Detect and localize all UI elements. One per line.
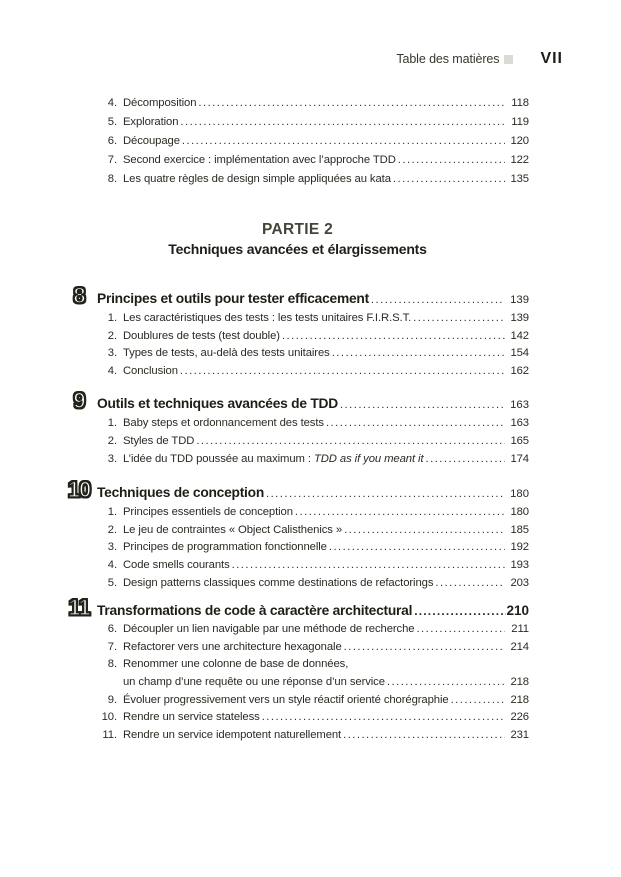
chapter-heading bbox=[66, 477, 529, 504]
entry-label-regular: L’idée du TDD poussée au maximum : bbox=[123, 452, 314, 465]
leader-dots bbox=[266, 483, 505, 504]
entry-page: 135 bbox=[510, 173, 529, 185]
entry-number: 5. bbox=[107, 576, 117, 589]
toc-entry bbox=[66, 539, 529, 557]
entry-number: 2. bbox=[107, 523, 117, 536]
toc-entry bbox=[66, 504, 529, 522]
leader-dots bbox=[426, 451, 505, 469]
leader-dots bbox=[282, 328, 505, 346]
chapter-heading bbox=[66, 595, 529, 621]
entry-label: Découpler un lien navigable par une méthode de recherche bbox=[123, 623, 415, 636]
entry-number: 9. bbox=[107, 693, 117, 706]
part-title: Techniques avancées et élargissements bbox=[168, 241, 427, 257]
leader-dots bbox=[332, 345, 505, 363]
entry-label-line1: Renommer une colonne de base de données, bbox=[123, 658, 349, 671]
entry-label: Second exercice : implémentation avec l’approche TDD bbox=[123, 154, 396, 166]
leader-dots bbox=[398, 151, 505, 170]
leader-dots bbox=[180, 113, 505, 132]
entry-label: Principes de programmation fonctionnelle bbox=[123, 541, 327, 554]
chapter-section-10 bbox=[66, 477, 529, 592]
entry-page: 162 bbox=[510, 364, 529, 377]
toc-entry bbox=[66, 709, 529, 727]
entry-number: 1. bbox=[107, 312, 117, 324]
leader-dots bbox=[344, 522, 505, 540]
chapter-section-8 bbox=[66, 283, 529, 380]
chapter-page: 163 bbox=[510, 399, 529, 412]
entry-label: Rendre un service stateless bbox=[123, 711, 260, 724]
leader-dots bbox=[344, 639, 505, 657]
entry-label: Le jeu de contraintes « Object Calisthenics » bbox=[123, 523, 343, 536]
leader-dots bbox=[198, 94, 505, 113]
leader-dots bbox=[329, 539, 505, 557]
leader-dots bbox=[416, 621, 505, 639]
toc-entry bbox=[66, 310, 529, 328]
toc-entry bbox=[66, 415, 529, 433]
entry-number: 7. bbox=[107, 640, 117, 653]
toc-entry bbox=[66, 692, 529, 710]
entry-label: Principes essentiels de conception bbox=[123, 506, 293, 519]
toc-entry bbox=[66, 113, 529, 132]
entry-number: 6. bbox=[107, 623, 117, 636]
leader-dots bbox=[196, 433, 505, 451]
chapter-page: 139 bbox=[510, 294, 529, 306]
leader-dots bbox=[182, 132, 505, 151]
entry-number: 3. bbox=[107, 452, 117, 465]
leader-dots bbox=[340, 394, 505, 415]
folio-page-number: VII bbox=[540, 50, 563, 67]
toc-entry bbox=[66, 328, 529, 346]
entry-label: Code smells courants bbox=[123, 558, 230, 571]
entry-page: 226 bbox=[510, 711, 529, 724]
entry-label: Refactorer vers une architecture hexagonale bbox=[123, 640, 342, 653]
chapter-section-9 bbox=[66, 388, 529, 468]
entry-label: Exploration bbox=[123, 116, 179, 128]
entry-page: 154 bbox=[510, 347, 529, 360]
entry-label: Conclusion bbox=[123, 364, 178, 377]
entry-number: 2. bbox=[107, 434, 117, 447]
entry-page: 165 bbox=[510, 434, 529, 447]
chapter-page: 210 bbox=[506, 603, 529, 619]
entry-label: Les caractéristiques des tests : les tests unitaires F.I.R.S.T. bbox=[123, 312, 412, 324]
chapter-heading bbox=[66, 388, 529, 415]
toc-entry bbox=[66, 727, 529, 745]
entry-page: 203 bbox=[510, 576, 529, 589]
running-title: Table des matières bbox=[396, 52, 500, 66]
entry-page: 211 bbox=[511, 623, 529, 636]
leader-dots bbox=[295, 504, 505, 522]
entry-number: 7. bbox=[107, 154, 117, 166]
entry-page: 122 bbox=[510, 154, 529, 166]
part-kicker: PARTIE 2 bbox=[261, 221, 333, 238]
toc-entry bbox=[66, 639, 529, 657]
entry-label-line2: un champ d’une requête ou une réponse d’un service bbox=[123, 675, 385, 688]
chapter-title: Transformations de code à caractère architectural bbox=[97, 603, 413, 619]
toc-entry bbox=[66, 621, 529, 639]
entry-label: Rendre un service idempotent naturellement bbox=[123, 728, 342, 741]
entry-label: Les quatre règles de design simple appliquées au kata bbox=[123, 173, 391, 185]
entry-number: 4. bbox=[107, 364, 117, 377]
toc-entry bbox=[66, 522, 529, 540]
chapter-title: Principes et outils pour tester efficacement bbox=[97, 291, 369, 306]
entry-number: 6. bbox=[107, 135, 117, 147]
entry-number: 1. bbox=[107, 417, 117, 430]
entry-number: 5. bbox=[107, 116, 117, 128]
leader-dots bbox=[343, 727, 505, 745]
entry-label: Styles de TDD bbox=[123, 434, 195, 447]
entry-page: 139 bbox=[510, 312, 529, 324]
entry-page: 218 bbox=[510, 675, 529, 688]
chapter-number: 11 bbox=[68, 595, 90, 621]
entry-number: 8. bbox=[107, 173, 117, 185]
leader-dots bbox=[262, 709, 505, 727]
entry-label: Découpage bbox=[123, 135, 180, 147]
entry-page: 142 bbox=[510, 329, 529, 342]
entry-number: 4. bbox=[107, 558, 117, 571]
entry-number: 8. bbox=[107, 658, 117, 671]
entry-number: 10. bbox=[101, 711, 117, 724]
entry-label: Doublures de tests (test double) bbox=[123, 329, 280, 342]
entry-page: 214 bbox=[510, 640, 529, 653]
toc-entry bbox=[66, 94, 529, 113]
entry-page: 185 bbox=[510, 523, 529, 536]
leader-dots bbox=[414, 601, 506, 621]
leader-dots bbox=[326, 415, 505, 433]
entry-page: 231 bbox=[510, 728, 529, 741]
entry-label-wrap bbox=[123, 656, 529, 691]
entry-number: 3. bbox=[107, 541, 117, 554]
toc-entry-wrapped bbox=[66, 656, 529, 691]
toc-entry bbox=[66, 345, 529, 363]
leader-dots bbox=[180, 363, 505, 381]
toc-entry bbox=[66, 451, 529, 469]
entry-label: Décomposition bbox=[123, 97, 197, 109]
leader-dots bbox=[232, 557, 505, 575]
entry-page: 192 bbox=[510, 541, 529, 554]
toc-entry bbox=[66, 151, 529, 170]
entry-label: Évoluer progressivement vers un style réactif orienté chorégraphie bbox=[123, 693, 449, 706]
entry-page: 118 bbox=[511, 97, 529, 109]
entry-page: 174 bbox=[510, 452, 529, 465]
toc-leading-items bbox=[66, 0, 529, 189]
entry-label: Baby steps et ordonnancement des tests bbox=[123, 417, 324, 430]
toc-entry bbox=[66, 557, 529, 575]
leader-dots bbox=[435, 575, 505, 593]
entry-label: Types de tests, au-delà des tests unitaires bbox=[123, 347, 330, 360]
entry-page: 163 bbox=[510, 417, 529, 430]
leader-dots bbox=[371, 289, 505, 310]
toc-entry bbox=[66, 132, 529, 151]
entry-label-line2-row bbox=[123, 674, 529, 692]
chapter-title: Techniques de conception bbox=[97, 485, 264, 501]
entry-page: 180 bbox=[510, 506, 529, 519]
entry-page: 193 bbox=[510, 558, 529, 571]
chapter-number: 8 bbox=[73, 283, 85, 308]
entry-number: 2. bbox=[107, 329, 117, 342]
entry-label: Design patterns classiques comme destinations de refactorings bbox=[123, 576, 434, 589]
leader-dots bbox=[413, 310, 505, 328]
chapter-section-11 bbox=[66, 595, 529, 744]
entry-number: 3. bbox=[107, 347, 117, 360]
leader-dots bbox=[451, 692, 505, 710]
entry-number: 4. bbox=[107, 97, 117, 109]
toc-entry bbox=[66, 170, 529, 189]
chapter-title: Outils et techniques avancées de TDD bbox=[97, 396, 338, 412]
entry-number: 11. bbox=[102, 728, 117, 741]
part-divider bbox=[66, 221, 529, 259]
leader-dots bbox=[393, 170, 505, 189]
entry-label-italic: TDD as if you meant it bbox=[313, 452, 424, 465]
chapter-number: 9 bbox=[73, 388, 85, 414]
toc-content bbox=[66, 0, 529, 744]
chapter-number: 10 bbox=[67, 477, 91, 503]
leader-dots bbox=[387, 674, 505, 692]
entry-page: 120 bbox=[510, 135, 529, 147]
entry-page: 119 bbox=[511, 116, 529, 128]
entry-page: 218 bbox=[510, 693, 529, 706]
chapter-heading bbox=[66, 283, 529, 310]
toc-entry bbox=[66, 363, 529, 381]
toc-entry bbox=[66, 575, 529, 593]
entry-label bbox=[123, 451, 424, 469]
toc-entry bbox=[66, 433, 529, 451]
entry-number: 1. bbox=[107, 506, 117, 519]
chapter-page: 180 bbox=[510, 488, 529, 501]
